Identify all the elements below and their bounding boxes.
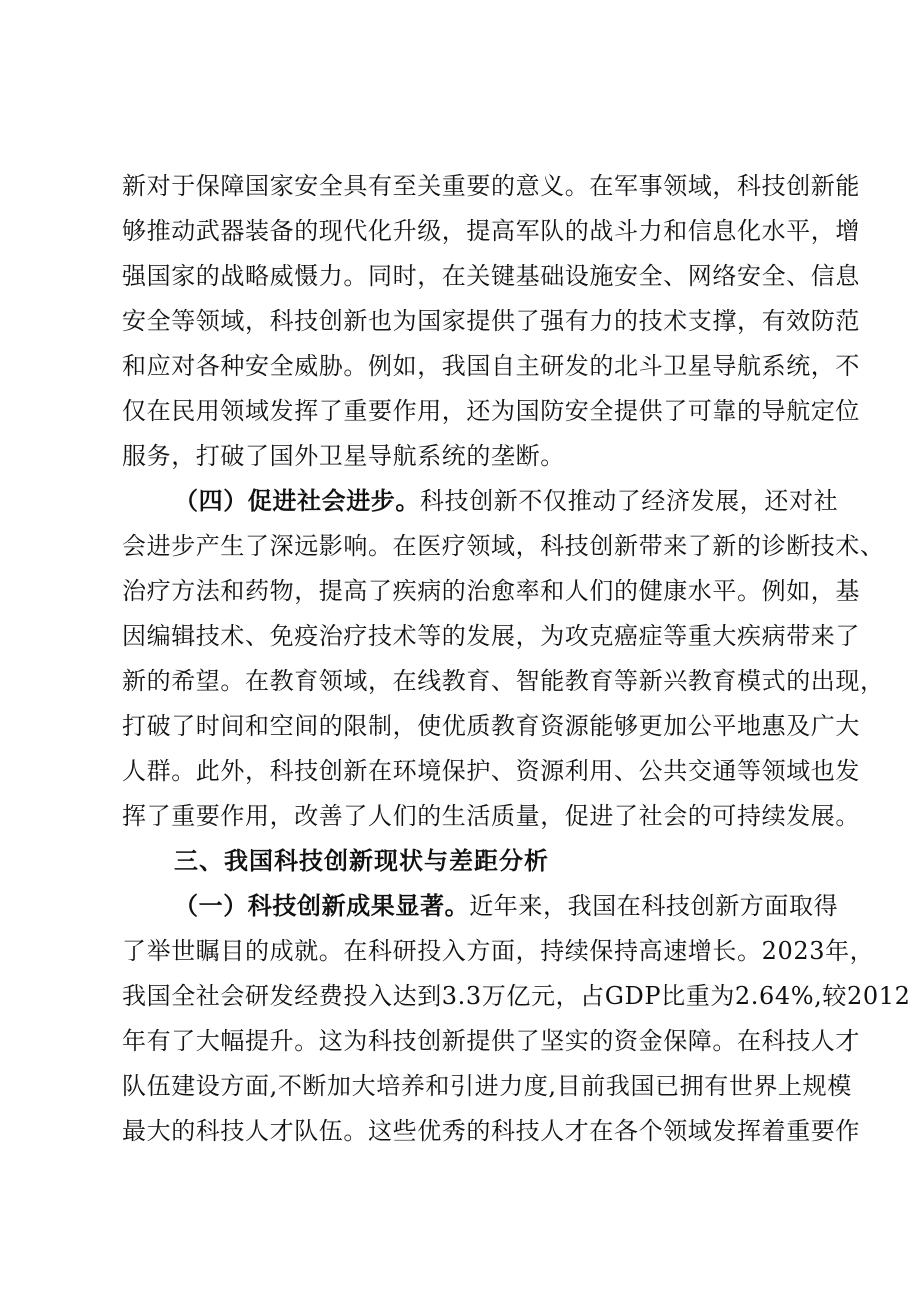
paragraph-3-line-4: 年有了大幅提升。这为科技创新提供了坚实的资金保障。在科技人才: [122, 1027, 860, 1055]
paragraph-3-lead-text: 近年来，我国在科技创新方面取得: [469, 892, 839, 920]
paragraph-1-line-6: 仅在民用领域发挥了重要作用，还为国防安全提供了可靠的导航定位: [122, 397, 860, 425]
paragraph-1-line-4: 安全等领域，科技创新也为国家提供了强有力的技术支撑，有效防范: [122, 307, 860, 335]
paragraph-3-line-6: 最大的科技人才队伍。这些优秀的科技人才在各个领域发挥着重要作: [122, 1117, 860, 1145]
paragraph-2-line-3: 治疗方法和药物，提高了疾病的治愈率和人们的健康水平。例如，基: [122, 577, 860, 605]
paragraph-1-line-3: 强国家的战略威慑力。同时，在关键基础设施安全、网络安全、信息: [122, 262, 860, 290]
paragraph-2-lead-text: 科技创新不仅推动了经济发展，还对社: [420, 487, 839, 515]
paragraph-2-line-4: 因编辑技术、免疫治疗技术等的发展，为攻克癌症等重大疾病带来了: [122, 622, 860, 650]
paragraph-1-line-2: 够推动武器装备的现代化升级，提高军队的战斗力和信息化水平，增: [122, 217, 860, 245]
paragraph-3-line-3: 我国全社会研发经费投入达到3.3万亿元，占GDP比重为2.64%,较2012: [122, 982, 911, 1010]
section-heading: 三、我国科技创新现状与差距分析: [174, 846, 549, 875]
paragraph-2-line-7: 人群。此外，科技创新在环境保护、资源利用、公共交通等领域也发: [122, 757, 860, 785]
paragraph-1-line-7: 服务，打破了国外卫星导航系统的垄断。: [122, 442, 565, 470]
paragraph-3-line-1: [174, 884, 839, 928]
paragraph-2-line-2: 会进步产生了深远影响。在医疗领域，科技创新带来了新的诊断技术、: [122, 532, 885, 560]
paragraph-2-lead-heading: （四）促进社会进步。: [174, 486, 420, 515]
paragraph-3-line-5: 队伍建设方面,不断加大培养和引进力度,目前我国已拥有世界上规模: [122, 1072, 852, 1100]
paragraph-3-line-2: 了举世瞩目的成就。在科研投入方面，持续保持高速增长。2023年，: [122, 937, 875, 965]
paragraph-2-line-6: 打破了时间和空间的限制，使优质教育资源能够更加公平地惠及广大: [122, 712, 860, 740]
paragraph-2-line-8: 挥了重要作用，改善了人们的生活质量，促进了社会的可持续发展。: [122, 802, 860, 830]
paragraph-2-line-5: 新的希望。在教育领域，在线教育、智能教育等新兴教育模式的出现，: [122, 667, 885, 695]
paragraph-1-line-1: 新对于保障国家安全具有至关重要的意义。在军事领域，科技创新能: [122, 172, 860, 200]
paragraph-3-lead-heading: （一）科技创新成果显著。: [174, 891, 470, 920]
paragraph-2-line-1: [174, 479, 839, 523]
paragraph-1-line-5: 和应对各种安全威胁。例如，我国自主研发的北斗卫星导航系统，不: [122, 352, 860, 380]
